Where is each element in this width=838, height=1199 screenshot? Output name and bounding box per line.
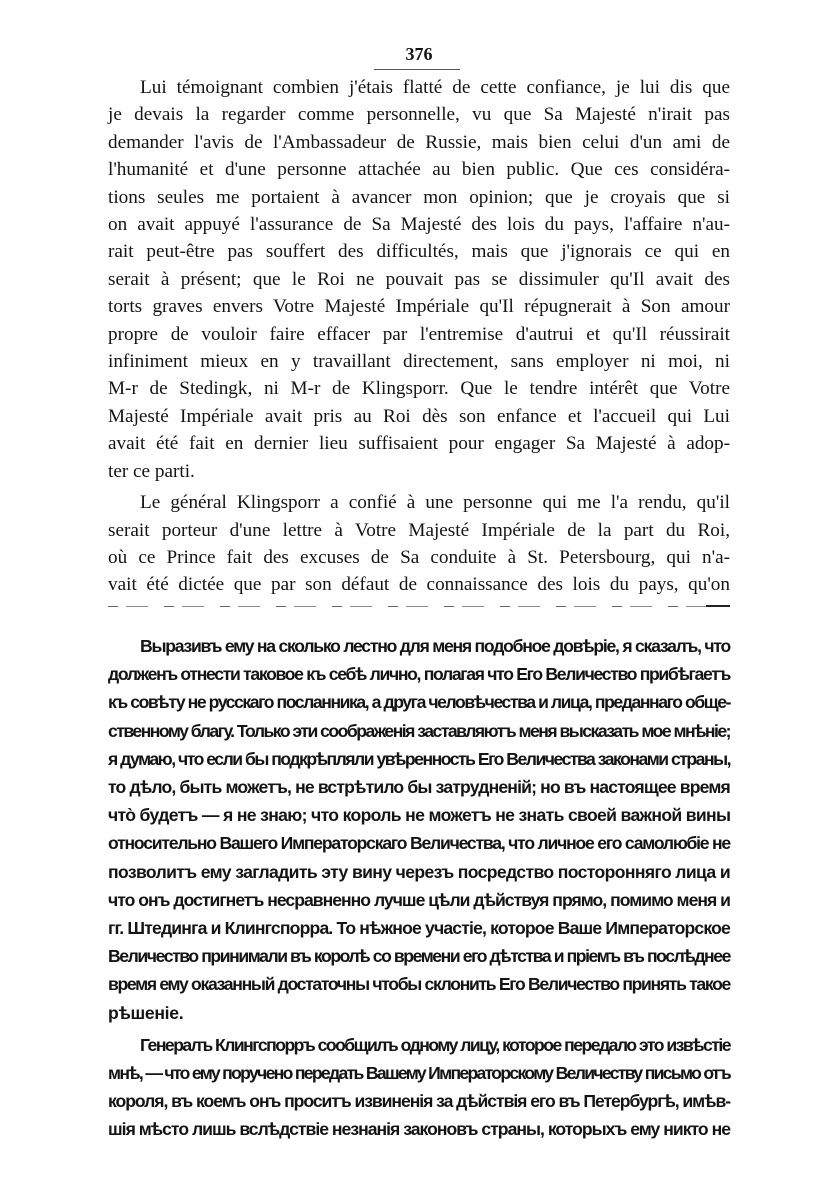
text-line: l'humanité et d'une personne attachée au bien public. Que ces considéra- xyxy=(108,159,730,181)
text-line: Majesté Impériale avait pris au Roi dès son enfance et l'accueil qui Lui xyxy=(108,405,730,427)
text-line: къ совѣту не русскаго посланника, а друга человѣчества и лица, преданнаго обще- xyxy=(108,692,730,713)
text-line: гг. Штединга и Клингспорра. То нѣжное участіе, которое Ваше Императорское xyxy=(108,918,730,939)
text-line: ter ce parti. xyxy=(108,460,195,482)
text-line: рѣшеніе. xyxy=(108,1002,184,1023)
french-text-block xyxy=(108,74,730,599)
text-line: infiniment mieux en y travaillant directement, sans employer ni moi, ni xyxy=(108,351,730,373)
text-line: Величество принимали въ королѣ со времени его дѣтства и пріемъ въ послѣднее xyxy=(108,946,730,967)
french-paragraph-1 xyxy=(108,74,730,485)
text-line: où ce Prince fait des excuses de Sa conduite à St. Petersbourg, qui n'a- xyxy=(108,546,730,568)
text-line: je devais la regarder comme personnelle, vu que Sa Majesté n'irait pas xyxy=(108,104,730,126)
text-line: Генералъ Клингспорръ сообщилъ одному лицу, которое передало это извѣстіе xyxy=(140,1034,730,1055)
french-paragraph-2 xyxy=(108,489,730,599)
text-line: что онъ достигнетъ несравненно лучше цѣли дѣйствуя прямо, помимо меня и xyxy=(108,889,730,910)
section-separator-end xyxy=(706,605,730,607)
text-line: on avait appuyé l'assurance de Sa Majesté des lois du pays, l'affaire n'au- xyxy=(108,214,730,236)
text-line: serait porteur d'une lettre à Votre Majesté Impériale de la part du Roi, xyxy=(108,519,730,541)
text-line: относительно Вашего Императорскаго Величества, что личное его самолюбіе не xyxy=(108,833,730,854)
text-line: vait été dictée que par son défaut de connaissance des lois du pays, qu'on xyxy=(108,574,730,596)
text-line: я думаю, что если бы подкрѣпляли увѣренность Его Величества законами страны, xyxy=(108,748,730,769)
text-line: Lui témoignant combien j'étais flatté de cette confiance, je lui dis que xyxy=(140,77,730,98)
text-line: короля, въ коемъ онъ проситъ извиненія за дѣйствія его въ Петербургѣ, имѣв- xyxy=(108,1091,730,1112)
text-line: propre de vouloir faire effacer par l'entremise d'autrui et qu'Il réussirait xyxy=(108,323,730,345)
text-line: Выразивъ ему на сколько лестно для меня подобное довѣріе, я сказалъ, что xyxy=(140,636,730,656)
text-line: rait peut-être pas souffert des difficultés, mais que j'ignorais ce qui en xyxy=(108,241,730,263)
text-line: шія мѣсто лишь вслѣдствіе незнанія законовъ страны, которыхъ ему никто не xyxy=(108,1119,730,1140)
section-separator xyxy=(108,606,730,607)
page-number-rule xyxy=(374,69,460,70)
text-line: что̀ будетъ — я не знаю; что король не можетъ не знать своей важной вины xyxy=(108,805,731,826)
text-line: serait à présent; que le Roi ne pouvait pas se dissimuler qu'Il avait des xyxy=(108,268,730,290)
russian-text-block xyxy=(108,632,730,1144)
text-line: Le général Klingsporr a confié à une personne qui me l'a rendu, qu'il xyxy=(140,492,730,514)
text-line: время ему оказанный достаточны чтобы склонить Его Величество принять такое xyxy=(108,974,730,995)
text-line: tions seules me portaient à avancer mon opinion; que je croyais que si xyxy=(108,186,730,208)
text-line: M-r de Stedingk, ni M-r de Klingsporr. Que le tendre intérêt que Votre xyxy=(108,378,730,400)
text-line: то дѣло, быть можетъ, не встрѣтило бы затрудненій; но въ настоящее время xyxy=(108,777,730,798)
text-line: torts graves envers Votre Majesté Impériale qu'Il répugnerait à Son amour xyxy=(108,296,730,318)
russian-paragraph-1 xyxy=(108,632,730,1027)
text-line: demander l'avis de l'Ambassadeur de Russie, mais bien celui d'un ami de xyxy=(108,131,730,153)
russian-paragraph-2 xyxy=(108,1031,730,1144)
text-line: долженъ отнести таковое къ себѣ лично, полагая что Его Величество прибѣгаетъ xyxy=(108,664,730,685)
page-number: 376 xyxy=(405,44,433,64)
text-line: avait été fait en dernier lieu suffisaient pour engager Sa Majesté à adop- xyxy=(108,433,730,455)
text-line: ственному благу. Только эти соображенія заставляютъ меня высказать мое мнѣніе; xyxy=(108,720,730,741)
text-line: мнѣ, — что ему поручено передать Вашему Императорскому Величеству письмо отъ xyxy=(108,1063,730,1084)
text-line: позволитъ ему загладить эту вину черезъ посредство посторонняго лица и xyxy=(108,861,730,882)
